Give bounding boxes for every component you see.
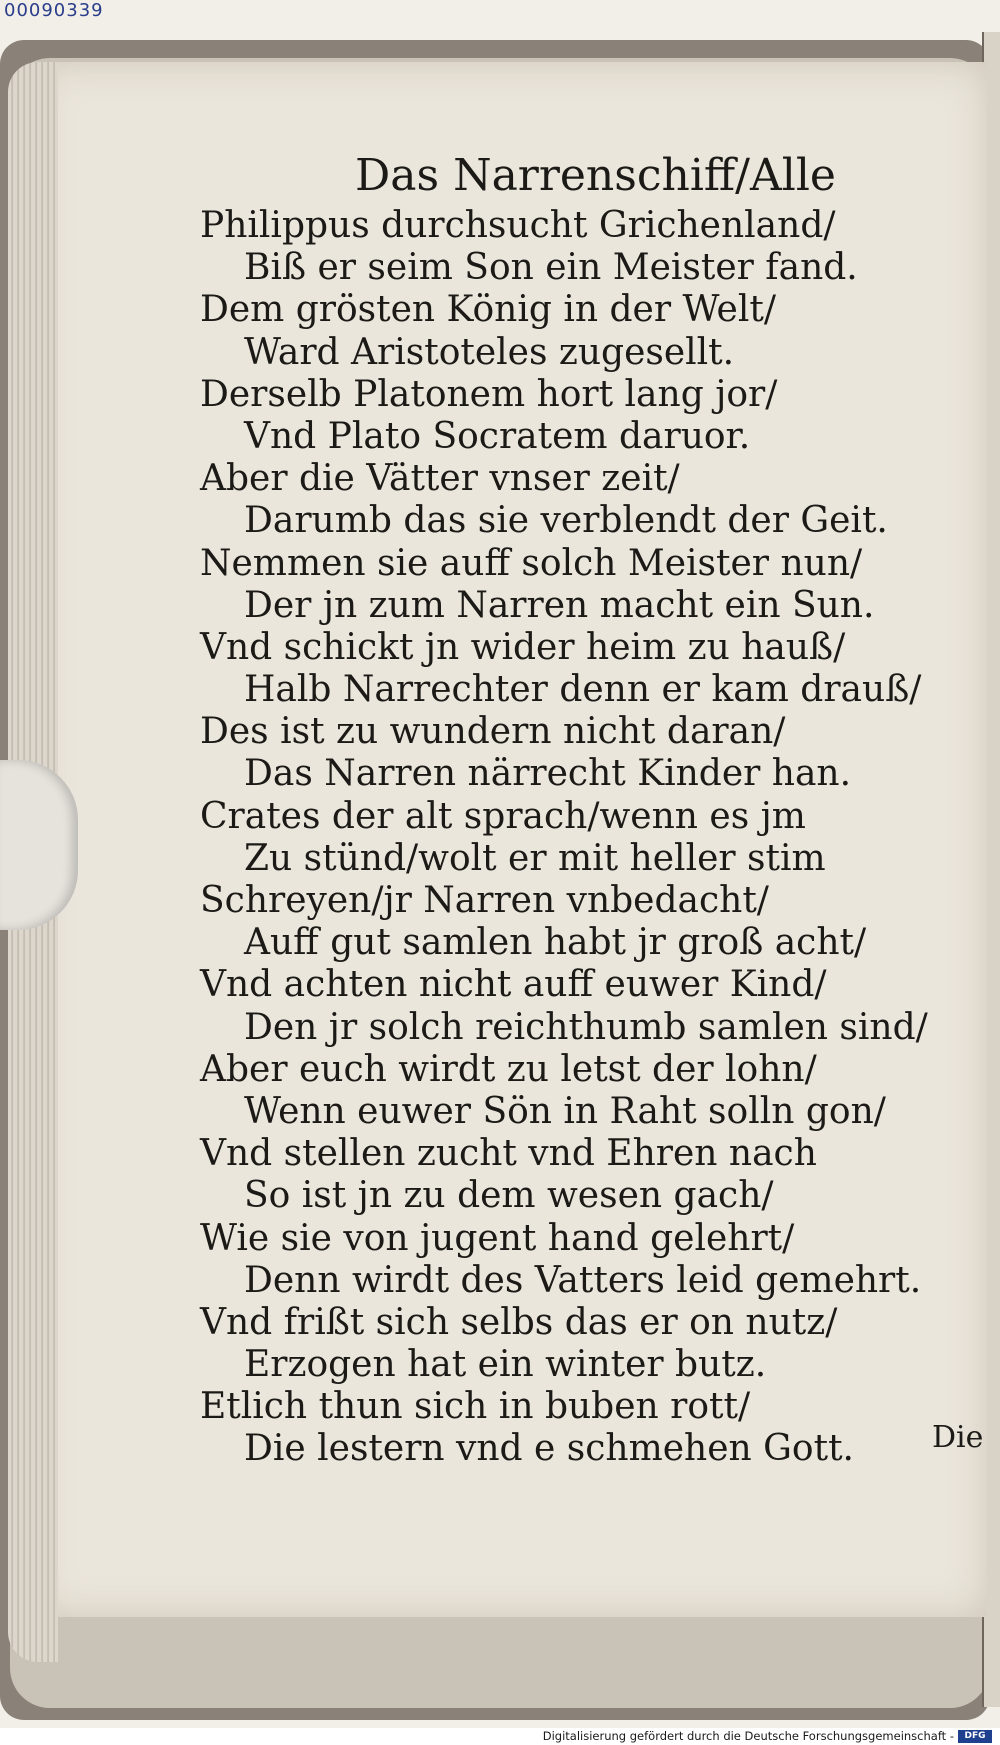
verse-line: Vnd schickt jn wider heim zu hauß/ <box>200 626 846 668</box>
book-clasp <box>0 760 78 930</box>
verse-line: Derselb Platonem hort lang jor/ <box>200 373 778 415</box>
verse-line: Zu stünd/wolt er mit heller stim <box>244 837 826 879</box>
verse-line: Des ist zu wundern nicht daran/ <box>200 711 786 753</box>
call-number: 00090339 <box>4 0 104 21</box>
dfg-logo: DFG <box>958 1730 992 1743</box>
verse-line: Darumb das sie verblendt der Geit. <box>244 500 888 542</box>
verse-line: Aber euch wirdt zu letst der lohn/ <box>200 1048 817 1090</box>
verse-line: Dem grösten König in der Welt/ <box>200 289 776 331</box>
verse-line: Auff gut samlen habt jr groß acht/ <box>244 922 867 964</box>
verse-line: Etlich thun sich in buben rott/ <box>200 1386 751 1428</box>
verse-line: So ist jn zu dem wesen gach/ <box>244 1175 774 1217</box>
verse-line: Vnd stellen zucht vnd Ehren nach <box>200 1133 817 1175</box>
verse-line: Erzogen hat ein winter butz. <box>244 1344 767 1386</box>
verse-line: Denn wirdt des Vatters leid gemehrt. <box>244 1259 922 1301</box>
verse-line: Wenn euwer Sön in Raht solln gon/ <box>244 1090 886 1132</box>
running-head: Das Narrenschiff/Alle <box>355 150 836 201</box>
verse-line: Wie sie von jugent hand gelehrt/ <box>200 1217 795 1259</box>
verse-line: Halb Narrechter denn er kam drauß/ <box>244 669 922 711</box>
verse-line: Schreyen/jr Narren vnbedacht/ <box>200 880 769 921</box>
verse-line: Ward Aristoteles zugesellt. <box>244 331 735 373</box>
verse-line: Vnd frißt sich selbs das er on nutz/ <box>200 1301 838 1343</box>
funding-credit: Digitalisierung gefördert durch die Deutsche Forschungsgemeinschaft - <box>542 1729 954 1743</box>
verse-line: Crates der alt sprach/wenn es jm <box>200 795 806 837</box>
verse-line: Den jr solch reichthumb samlen sind/ <box>244 1006 928 1048</box>
verse-line: Die lestern vnd e schmehen Gott. <box>244 1428 854 1470</box>
verse-line: Vnd Plato Socratem daruor. <box>244 415 751 457</box>
verse-line: Aber die Vätter vnser zeit/ <box>200 458 680 500</box>
verse-line: Vnd achten nicht auff euwer Kind/ <box>200 964 827 1006</box>
verse-line: Biß er seim Son ein Meister fand. <box>244 247 858 289</box>
verse-text <box>200 205 928 1471</box>
verse-line: Philippus durchsucht Grichenland/ <box>200 205 836 246</box>
catchword: Die <box>932 1420 984 1455</box>
verse-line: Der jn zum Narren macht ein Sun. <box>244 584 875 626</box>
verse-line: Nemmen sie auff solch Meister nun/ <box>200 542 863 584</box>
verse-line: Das Narren närrecht Kinder han. <box>244 753 852 795</box>
